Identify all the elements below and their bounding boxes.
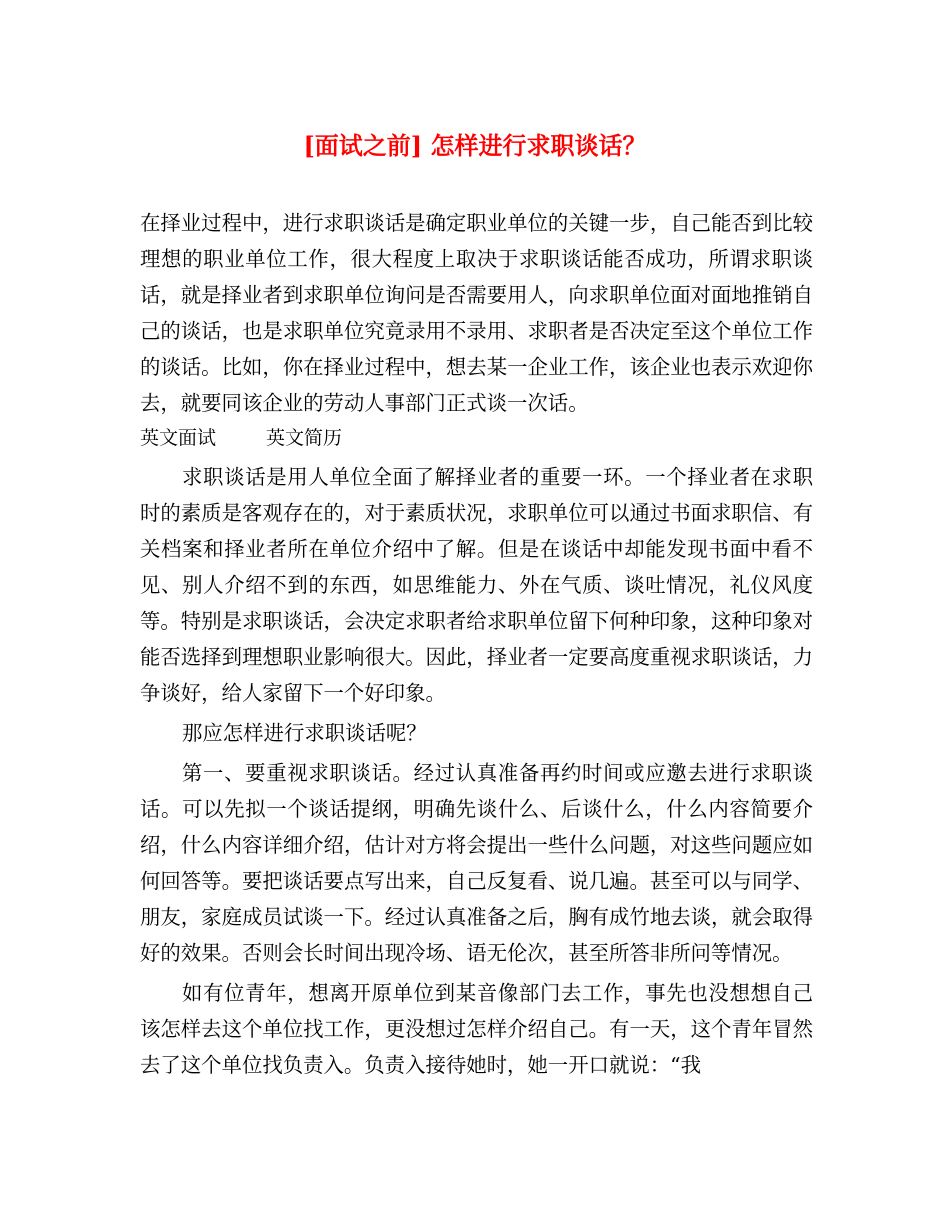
related-links xyxy=(140,423,813,453)
intro-paragraph: 在择业过程中，进行求职谈话是确定职业单位的关键一步，自己能否到比较理想的职业单位工作，很大程度上取决于求职谈话能否成功，所谓求职谈话，就是择业者到求职单位询问是否需要用人，向求职单位面对面地推销自己的谈话，也是求职单位究竟录用不录用、求职者是否决定至这个单位工作的谈话。比如，你在择业过程中，想去某一企业工作，该企业也表示欢迎你去，就要同该企业的劳动人事部门正式谈一次话。 xyxy=(140,211,813,415)
link-english-interview[interactable]: 英文面试 xyxy=(140,427,217,449)
document-title: [面试之前] 怎样进行求职谈话？ xyxy=(303,131,647,160)
body-paragraph: 求职谈话是用人单位全面了解择业者的重要一环。一个择业者在求职时的素质是客观存在的，对于素质状况，求职单位可以通过书面求职信、有关档案和择业者所在单位介绍中了解。但是在谈话中却能发现书面中看不见、别人介绍不到的东西，如思维能力、外在气质、谈吐情况，礼仪风度等。特别是求职谈话，会决定求职者给求职单位留下何种印象，这种印象对能否选择到理想职业影响很大。因此，择业者一定要高度重视求职谈话，力争谈好，给人家留下一个好印象。 xyxy=(140,465,813,705)
link-english-resume[interactable]: 英文简历 xyxy=(266,427,343,449)
body-paragraph: 如有位青年，想离开原单位到某音像部门去工作，事先也没想想自己该怎样去这个单位找工作，更没想过怎样介绍自己。有一天，这个青年冒然去了这个单位找负责入。负责入接待她时，她一开口就说：“我 xyxy=(140,981,813,1077)
document-body xyxy=(140,205,813,1087)
body-paragraph: 那应怎样进行求职谈话呢？ xyxy=(182,721,427,745)
body-paragraph: 第一、要重视求职谈话。经过认真准备再约时间或应邀去进行求职谈话。可以先拟一个谈话提纲，明确先谈什么、后谈什么，什么内容简要介绍，什么内容详细介绍，估计对方将会提出一些什么问题，对这些问题应如何回答等。要把谈话要点写出来，自己反复看、说几遍。甚至可以与同学、朋友，家庭成员试谈一下。经过认真准备之后，胸有成竹地去谈，就会取得好的效果。否则会长时间出现冷场、语无伦次，甚至所答非所问等情况。 xyxy=(140,761,813,965)
